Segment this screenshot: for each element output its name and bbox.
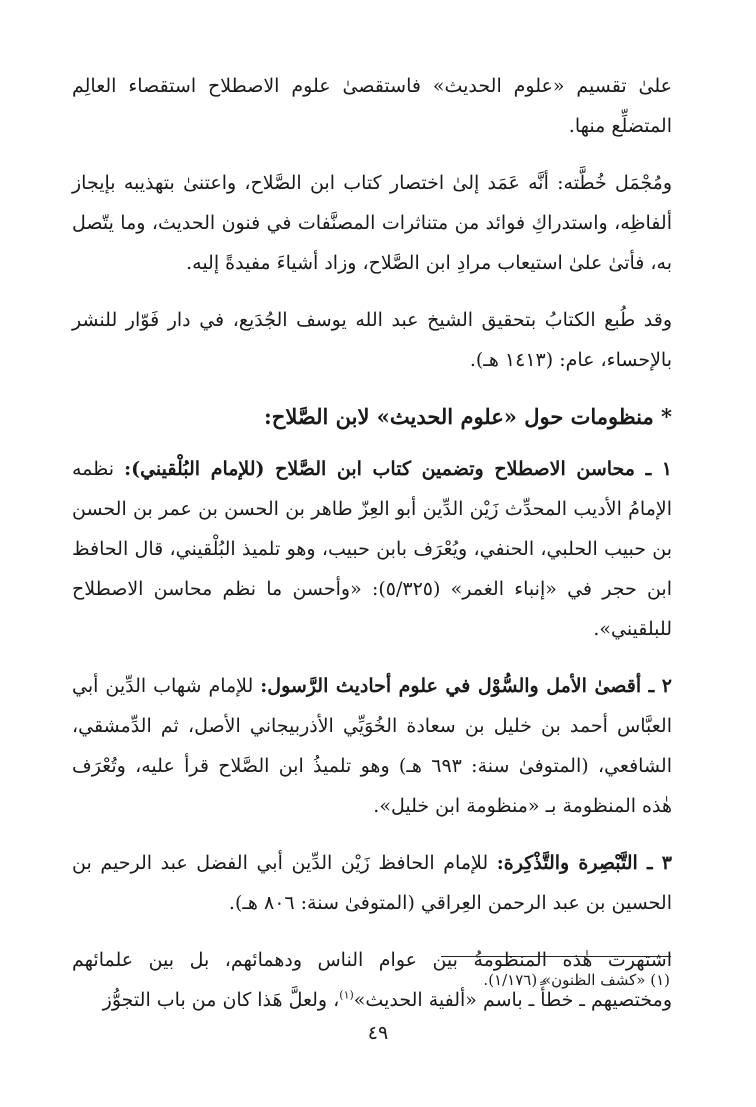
footnote-divider <box>441 956 671 957</box>
item-1-body: نظمه الإمامُ الأديب المحدِّث زَيْن الدِّين أبو العِزّ طاهر بن الحسن بن عمر بن الحسن بن حبيب الحلبي، الحنفي، ويُعْرَف بابن حبيب، وهو تلميذ البُلْقيني، قال الحافظ ابن حجر في «إنباء الغمر» (٥/٣٢٥): «وأحسن ما نظم محاسن الاصطلاح للبلقيني». <box>72 458 672 640</box>
paragraph-plan: ومُجْمَل خُطَّته: أنَّه عَمَد إلىٰ اختصار كتاب ابن الصَّلاح، واعتنىٰ بتهذيبه بإيجاز ألفاظِه، واستدراكِ فوائد من متناثرات المصنَّفات في فنون الحديث، وما يتّصل به، فأتىٰ علىٰ استيعاب مرادِ ابن الصَّلاح، وزاد أشياءَ مفيدةً إليه. <box>72 172 672 274</box>
list-item-2 <box>72 666 672 826</box>
item-2-body: للإمام شهاب الدِّين أبي العبَّاس أحمد بن خليل بن سعادة الخُوَيِّي الأذربيجاني الأصل، ثم الدِّمشقي، الشافعي، (المتوفىٰ سنة: ٦٩٣ هـ) وهو تلميذُ ابن الصَّلاح قرأ عليه، وتُعْرَف هٰذه المنظومة بـ «منظومة ابن خليل». <box>72 675 672 817</box>
list-item-1 <box>72 449 672 649</box>
item-3-body: للإمام الحافظ زَيْن الدِّين أبي الفضل عبد الرحيم بن الحسين بن عبد الرحمن العِراقي (المتوفىٰ سنة: ٨٠٦ هـ). <box>72 852 672 914</box>
item-3-title: ٣ ـ التَّبْصِرة والتَّذْكِرة: <box>496 852 672 874</box>
footnote: (١) «كشف الظنون» (١/١٧٦). <box>483 971 670 989</box>
paragraph-intro: علىٰ تقسيم «علوم الحديث» فاستقصىٰ علوم الاصطلاح استقصاء العالِم المتضلِّع منها. <box>72 75 672 137</box>
alfiya-text-b: ، ولعلَّ هَذا كان من باب التجوُّز <box>102 989 340 1011</box>
list-item-3 <box>72 843 672 923</box>
paragraph-edition: وقد طُبع الكتابُ بتحقيق الشيخ عبد الله يوسف الجُدَيع، في دار فَوّار للنشر بالإحساء، عام: (١٤١٣ هـ). <box>72 309 672 371</box>
section-heading: * منظومات حول «علوم الحديث» لابن الصَّلاح: <box>264 404 672 429</box>
page-number: ٤٩ <box>367 1022 389 1044</box>
item-2-title: ٢ ـ أقصىٰ الأمل والسُّوْل في علوم أحاديث الرَّسول: <box>260 675 672 697</box>
item-1-title: ١ ـ محاسن الاصطلاح وتضمين كتاب ابن الصَّلاح (للإمام البُلْقيني): <box>124 458 672 480</box>
alfiya-text-a: اشتهرت هٰذه المنظومةُ بين عوام الناس ودهمائهم، بل بين علمائهم ومختصيهم ـ خطأً ـ باسم «ألفية الحديث» <box>72 949 672 1011</box>
page-body <box>72 66 672 1037</box>
footnote-reference[interactable]: (١) <box>339 988 354 1002</box>
